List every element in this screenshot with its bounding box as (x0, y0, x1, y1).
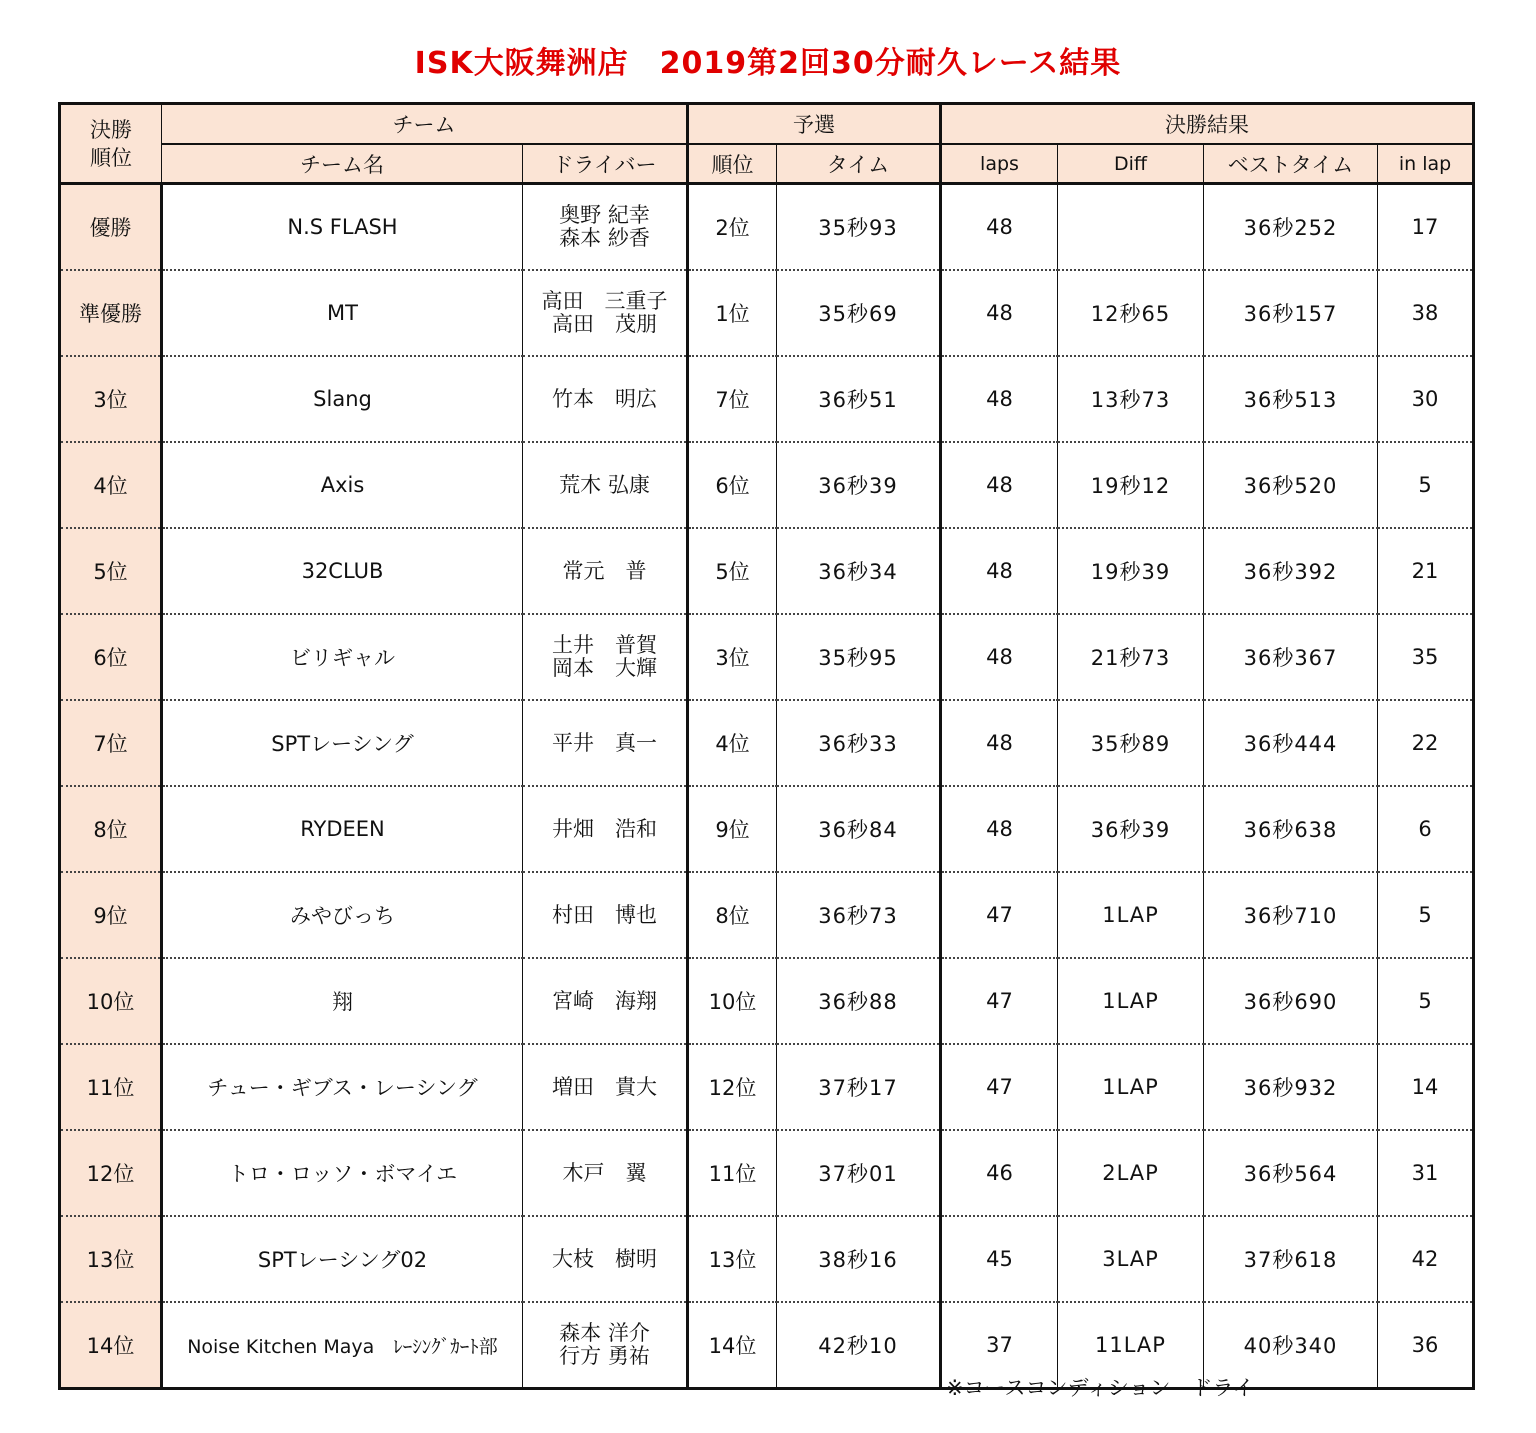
cell-team: MT (162, 270, 523, 356)
cell-laps: 47 (941, 958, 1058, 1044)
cell-q-rank: 5位 (688, 528, 777, 614)
cell-laps: 48 (941, 184, 1058, 271)
cell-team: N.S FLASH (162, 184, 523, 271)
cell-diff: 1LAP (1058, 872, 1204, 958)
cell-rank: 12位 (60, 1130, 162, 1216)
cell-best-time: 36秒392 (1204, 528, 1378, 614)
cell-in-lap: 30 (1378, 356, 1474, 442)
cell-diff: 1LAP (1058, 1044, 1204, 1130)
cell-laps: 48 (941, 614, 1058, 700)
cell-q-rank: 8位 (688, 872, 777, 958)
cell-in-lap: 22 (1378, 700, 1474, 786)
table-row (60, 786, 1474, 872)
header-best-time: ベストタイム (1204, 144, 1378, 184)
cell-laps: 48 (941, 442, 1058, 528)
cell-rank: 11位 (60, 1044, 162, 1130)
header-team-group: チーム (162, 104, 688, 145)
cell-q-rank: 3位 (688, 614, 777, 700)
cell-laps: 48 (941, 270, 1058, 356)
cell-q-time: 36秒51 (777, 356, 941, 442)
table-row (60, 958, 1474, 1044)
table-row (60, 184, 1474, 271)
cell-team: トロ・ロッソ・ボマイエ (162, 1130, 523, 1216)
cell-q-time: 37秒17 (777, 1044, 941, 1130)
cell-diff: 12秒65 (1058, 270, 1204, 356)
cell-driver: 平井 真一 (523, 700, 688, 786)
cell-q-time: 36秒73 (777, 872, 941, 958)
cell-q-rank: 9位 (688, 786, 777, 872)
table-row (60, 528, 1474, 614)
table-row (60, 1302, 1474, 1389)
cell-q-time: 37秒01 (777, 1130, 941, 1216)
header-rank (60, 104, 162, 184)
cell-q-time: 35秒93 (777, 184, 941, 271)
cell-rank: 10位 (60, 958, 162, 1044)
cell-team: SPTレーシング02 (162, 1216, 523, 1302)
cell-laps: 45 (941, 1216, 1058, 1302)
cell-driver: 村田 博也 (523, 872, 688, 958)
cell-driver: 森本 洋介 行方 勇祐 (523, 1302, 688, 1389)
cell-diff: 3LAP (1058, 1216, 1204, 1302)
cell-in-lap: 38 (1378, 270, 1474, 356)
cell-q-time: 36秒33 (777, 700, 941, 786)
table-row (60, 614, 1474, 700)
cell-driver: 大枝 樹明 (523, 1216, 688, 1302)
cell-driver: 井畑 浩和 (523, 786, 688, 872)
cell-rank: 13位 (60, 1216, 162, 1302)
cell-diff: 19秒39 (1058, 528, 1204, 614)
course-condition-note: ※コースコンディション ドライ (946, 1376, 1254, 1400)
cell-rank: 14位 (60, 1302, 162, 1389)
header-driver: ドライバー (523, 144, 688, 184)
cell-q-rank: 13位 (688, 1216, 777, 1302)
cell-q-time: 42秒10 (777, 1302, 941, 1389)
cell-diff (1058, 184, 1204, 271)
cell-laps: 48 (941, 528, 1058, 614)
cell-diff: 19秒12 (1058, 442, 1204, 528)
cell-in-lap: 5 (1378, 958, 1474, 1044)
cell-team: Axis (162, 442, 523, 528)
cell-team: ビリギャル (162, 614, 523, 700)
header-in-lap: in lap (1378, 144, 1474, 184)
cell-team: 翔 (162, 958, 523, 1044)
cell-best-time: 36秒710 (1204, 872, 1378, 958)
cell-diff: 21秒73 (1058, 614, 1204, 700)
cell-best-time: 36秒367 (1204, 614, 1378, 700)
cell-best-time: 36秒252 (1204, 184, 1378, 271)
cell-q-time: 35秒95 (777, 614, 941, 700)
cell-in-lap: 5 (1378, 872, 1474, 958)
cell-q-time: 36秒34 (777, 528, 941, 614)
cell-q-time: 36秒84 (777, 786, 941, 872)
cell-laps: 48 (941, 786, 1058, 872)
header-qualifying-group: 予選 (688, 104, 941, 145)
cell-best-time: 36秒157 (1204, 270, 1378, 356)
cell-team: RYDEEN (162, 786, 523, 872)
cell-in-lap: 42 (1378, 1216, 1474, 1302)
cell-rank: 9位 (60, 872, 162, 958)
cell-q-time: 35秒69 (777, 270, 941, 356)
table-row (60, 356, 1474, 442)
cell-q-rank: 7位 (688, 356, 777, 442)
cell-q-rank: 11位 (688, 1130, 777, 1216)
cell-best-time: 36秒513 (1204, 356, 1378, 442)
cell-driver: 常元 普 (523, 528, 688, 614)
table-row (60, 1044, 1474, 1130)
cell-laps: 37 (941, 1302, 1058, 1389)
header-row-groups (60, 104, 1474, 145)
cell-best-time: 36秒444 (1204, 700, 1378, 786)
table-row (60, 872, 1474, 958)
table-row (60, 1216, 1474, 1302)
cell-q-rank: 14位 (688, 1302, 777, 1389)
cell-in-lap: 6 (1378, 786, 1474, 872)
table-row (60, 442, 1474, 528)
cell-q-rank: 12位 (688, 1044, 777, 1130)
cell-driver: 木戸 翼 (523, 1130, 688, 1216)
page-title: ISK大阪舞洲店 2019第2回30分耐久レース結果 (414, 46, 1122, 81)
cell-rank: 5位 (60, 528, 162, 614)
cell-team: SPTレーシング (162, 700, 523, 786)
cell-in-lap: 17 (1378, 184, 1474, 271)
cell-laps: 47 (941, 872, 1058, 958)
cell-diff: 36秒39 (1058, 786, 1204, 872)
header-diff: Diff (1058, 144, 1204, 184)
cell-rank: 7位 (60, 700, 162, 786)
cell-diff: 11LAP (1058, 1302, 1204, 1389)
cell-rank: 8位 (60, 786, 162, 872)
header-rank-label: 決勝 順位 (90, 117, 132, 170)
cell-rank: 6位 (60, 614, 162, 700)
cell-driver: 宮崎 海翔 (523, 958, 688, 1044)
header-final-group: 決勝結果 (941, 104, 1474, 145)
cell-laps: 46 (941, 1130, 1058, 1216)
cell-diff: 13秒73 (1058, 356, 1204, 442)
cell-q-time: 38秒16 (777, 1216, 941, 1302)
table-row (60, 700, 1474, 786)
cell-q-rank: 6位 (688, 442, 777, 528)
cell-in-lap: 21 (1378, 528, 1474, 614)
cell-in-lap: 36 (1378, 1302, 1474, 1389)
cell-driver: 高田 三重子 高田 茂朋 (523, 270, 688, 356)
cell-best-time: 36秒690 (1204, 958, 1378, 1044)
cell-diff: 35秒89 (1058, 700, 1204, 786)
cell-q-rank: 4位 (688, 700, 777, 786)
cell-in-lap: 14 (1378, 1044, 1474, 1130)
cell-team: 32CLUB (162, 528, 523, 614)
cell-q-time: 36秒88 (777, 958, 941, 1044)
cell-laps: 48 (941, 356, 1058, 442)
cell-rank: 優勝 (60, 184, 162, 271)
header-team-name: チーム名 (162, 144, 523, 184)
table-row (60, 1130, 1474, 1216)
cell-q-rank: 1位 (688, 270, 777, 356)
cell-laps: 47 (941, 1044, 1058, 1130)
cell-q-rank: 10位 (688, 958, 777, 1044)
results-table (58, 102, 1475, 1390)
cell-in-lap: 5 (1378, 442, 1474, 528)
cell-driver: 奥野 紀幸 森本 紗香 (523, 184, 688, 271)
cell-team: Slang (162, 356, 523, 442)
cell-in-lap: 31 (1378, 1130, 1474, 1216)
cell-best-time: 37秒618 (1204, 1216, 1378, 1302)
cell-rank: 準優勝 (60, 270, 162, 356)
cell-driver: 竹本 明広 (523, 356, 688, 442)
header-laps: laps (941, 144, 1058, 184)
header-q-time: タイム (777, 144, 941, 184)
cell-diff: 1LAP (1058, 958, 1204, 1044)
cell-q-time: 36秒39 (777, 442, 941, 528)
cell-best-time: 36秒520 (1204, 442, 1378, 528)
cell-rank: 3位 (60, 356, 162, 442)
header-q-rank: 順位 (688, 144, 777, 184)
cell-best-time: 36秒564 (1204, 1130, 1378, 1216)
cell-best-time: 36秒638 (1204, 786, 1378, 872)
cell-team: チュー・ギブス・レーシング (162, 1044, 523, 1130)
cell-driver: 荒木 弘康 (523, 442, 688, 528)
cell-diff: 2LAP (1058, 1130, 1204, 1216)
cell-q-rank: 2位 (688, 184, 777, 271)
table-row (60, 270, 1474, 356)
cell-team: Noise Kitchen Maya ﾚｰｼﾝｸﾞｶｰﾄ部 (162, 1302, 523, 1389)
cell-rank: 4位 (60, 442, 162, 528)
header-row-columns (60, 144, 1474, 184)
cell-laps: 48 (941, 700, 1058, 786)
cell-driver: 土井 普賀 岡本 大輝 (523, 614, 688, 700)
cell-driver: 増田 貴大 (523, 1044, 688, 1130)
cell-team: みやびっち (162, 872, 523, 958)
cell-best-time: 36秒932 (1204, 1044, 1378, 1130)
cell-best-time: 40秒340 (1204, 1302, 1378, 1389)
cell-in-lap: 35 (1378, 614, 1474, 700)
